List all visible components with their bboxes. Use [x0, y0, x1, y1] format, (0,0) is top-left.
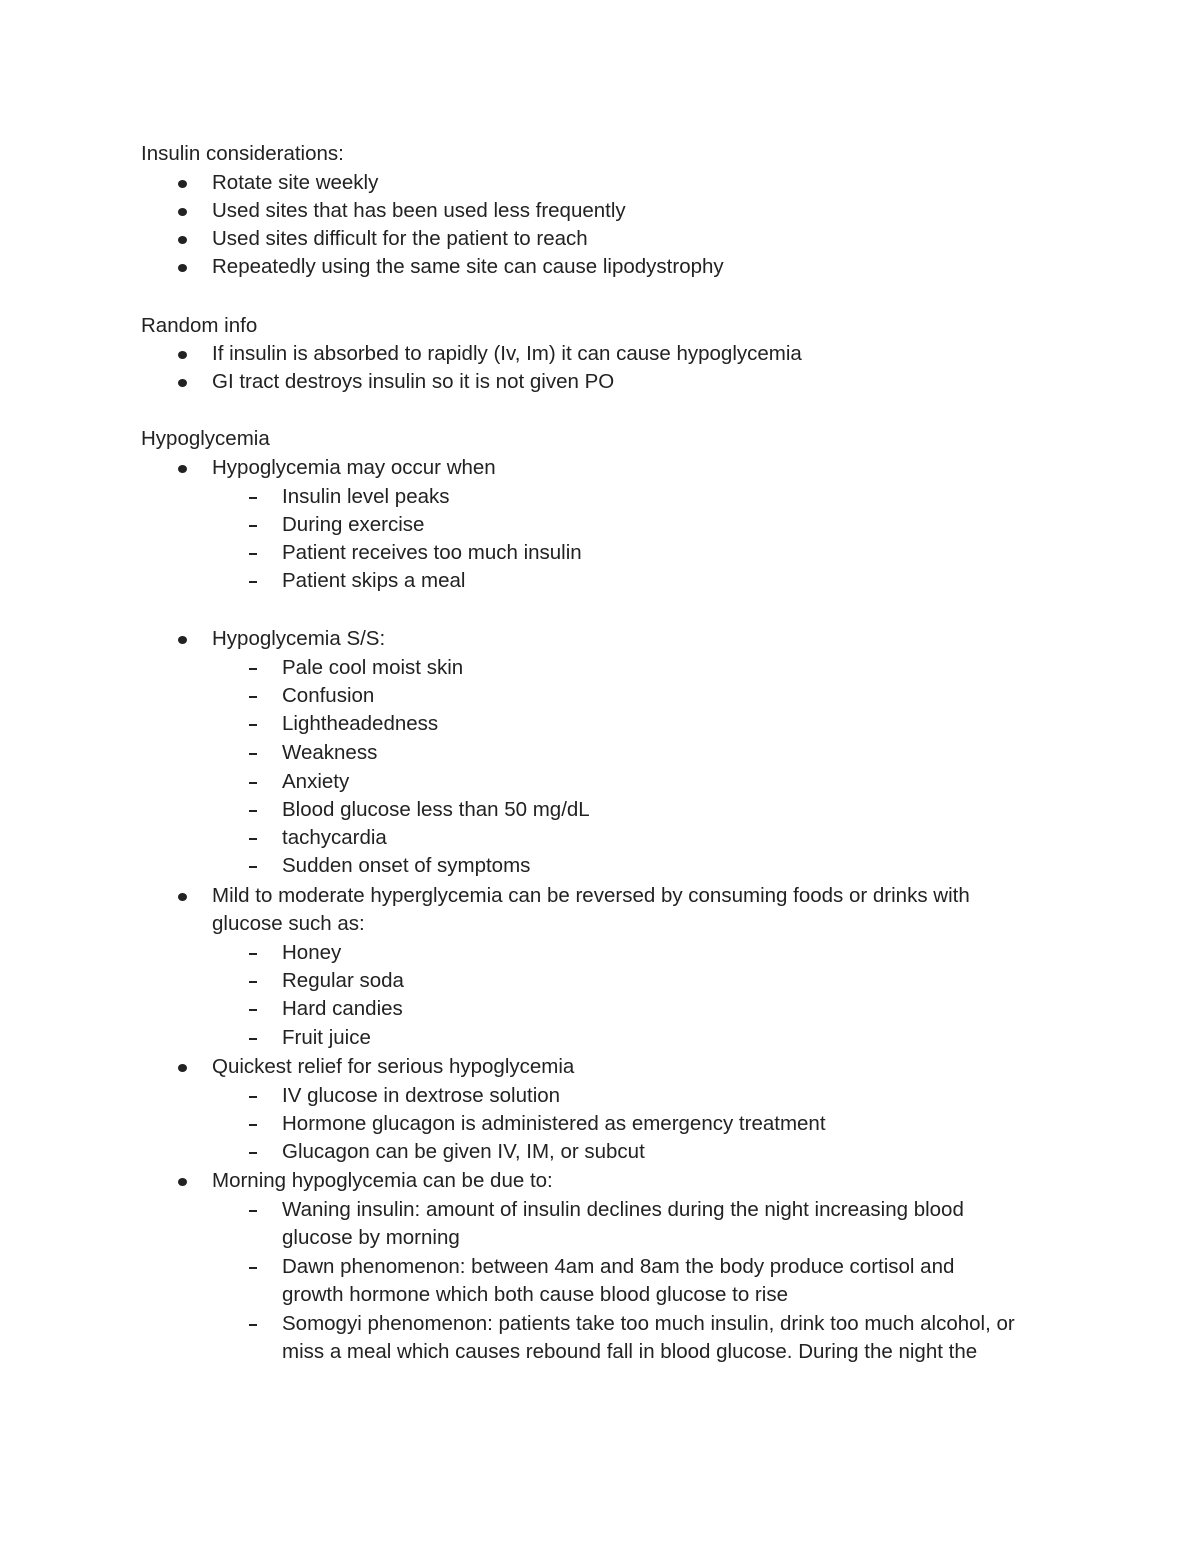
- dash-icon: [249, 1324, 257, 1326]
- bullet-icon: [178, 893, 187, 901]
- dash-icon: [249, 1267, 257, 1269]
- sub-list-item: Sudden onset of symptoms: [282, 854, 531, 877]
- sub-list-item: Pale cool moist skin: [282, 656, 464, 679]
- list-item: Hypoglycemia S/S:: [212, 627, 386, 650]
- dash-icon: [249, 810, 257, 812]
- sub-list-item: Dawn phenomenon: between 4am and 8am the body produce cortisol and: [282, 1255, 955, 1278]
- sub-list-item: Hard candies: [282, 997, 403, 1020]
- sub-list-item: Waning insulin: amount of insulin declines during the night increasing blood: [282, 1198, 964, 1221]
- bullet-icon: [178, 1064, 187, 1072]
- list-item: Used sites that has been used less frequently: [212, 199, 626, 222]
- bullet-icon: [178, 1178, 187, 1186]
- sub-list-item: Honey: [282, 941, 342, 964]
- section-heading-random-info: Random info: [141, 314, 258, 337]
- bullet-icon: [178, 264, 187, 272]
- section-heading-hypoglycemia: Hypoglycemia: [141, 427, 270, 450]
- section-heading-insulin-considerations: Insulin considerations:: [141, 142, 344, 165]
- list-item: GI tract destroys insulin so it is not given PO: [212, 370, 615, 393]
- dash-icon: [249, 525, 257, 527]
- sub-list-item-continuation: glucose by morning: [282, 1226, 460, 1249]
- sub-list-item: Fruit juice: [282, 1026, 371, 1049]
- dash-icon: [249, 553, 257, 555]
- list-item: Quickest relief for serious hypoglycemia: [212, 1055, 575, 1078]
- dash-icon: [249, 581, 257, 583]
- sub-list-item: Anxiety: [282, 770, 350, 793]
- bullet-icon: [178, 465, 187, 473]
- bullet-icon: [178, 351, 187, 359]
- dash-icon: [249, 696, 257, 698]
- dash-icon: [249, 981, 257, 983]
- sub-list-item: Weakness: [282, 741, 378, 764]
- sub-list-item: IV glucose in dextrose solution: [282, 1084, 561, 1107]
- sub-list-item: Somogyi phenomenon: patients take too much insulin, drink too much alcohol, or: [282, 1312, 1015, 1335]
- dash-icon: [249, 838, 257, 840]
- bullet-icon: [178, 379, 187, 387]
- sub-list-item: Blood glucose less than 50 mg/dL: [282, 798, 590, 821]
- list-item: Repeatedly using the same site can cause lipodystrophy: [212, 255, 724, 278]
- sub-list-item: Patient receives too much insulin: [282, 541, 582, 564]
- dash-icon: [249, 753, 257, 755]
- dash-icon: [249, 1124, 257, 1126]
- list-item: Morning hypoglycemia can be due to:: [212, 1169, 553, 1192]
- dash-icon: [249, 724, 257, 726]
- dash-icon: [249, 1096, 257, 1098]
- list-item: Used sites difficult for the patient to reach: [212, 227, 588, 250]
- bullet-icon: [178, 180, 187, 188]
- dash-icon: [249, 1152, 257, 1154]
- list-item: Hypoglycemia may occur when: [212, 456, 496, 479]
- dash-icon: [249, 1009, 257, 1011]
- dash-icon: [249, 953, 257, 955]
- dash-icon: [249, 866, 257, 868]
- sub-list-item-continuation: growth hormone which both cause blood glucose to rise: [282, 1283, 788, 1306]
- dash-icon: [249, 1210, 257, 1212]
- sub-list-item: Lightheadedness: [282, 712, 439, 735]
- sub-list-item: Patient skips a meal: [282, 569, 466, 592]
- list-item: Rotate site weekly: [212, 171, 379, 194]
- dash-icon: [249, 782, 257, 784]
- sub-list-item: Regular soda: [282, 969, 404, 992]
- bullet-icon: [178, 636, 187, 644]
- sub-list-item: Confusion: [282, 684, 375, 707]
- list-item: If insulin is absorbed to rapidly (Iv, Im) it can cause hypoglycemia: [212, 342, 802, 365]
- sub-list-item: During exercise: [282, 513, 425, 536]
- bullet-icon: [178, 236, 187, 244]
- sub-list-item: tachycardia: [282, 826, 387, 849]
- dash-icon: [249, 668, 257, 670]
- sub-list-item: Glucagon can be given IV, IM, or subcut: [282, 1140, 645, 1163]
- dash-icon: [249, 497, 257, 499]
- sub-list-item: Insulin level peaks: [282, 485, 450, 508]
- sub-list-item: Hormone glucagon is administered as emergency treatment: [282, 1112, 826, 1135]
- bullet-icon: [178, 208, 187, 216]
- sub-list-item-continuation: miss a meal which causes rebound fall in blood glucose. During the night the: [282, 1340, 978, 1363]
- dash-icon: [249, 1038, 257, 1040]
- list-item-continuation: glucose such as:: [212, 912, 365, 935]
- list-item: Mild to moderate hyperglycemia can be reversed by consuming foods or drinks with: [212, 884, 970, 907]
